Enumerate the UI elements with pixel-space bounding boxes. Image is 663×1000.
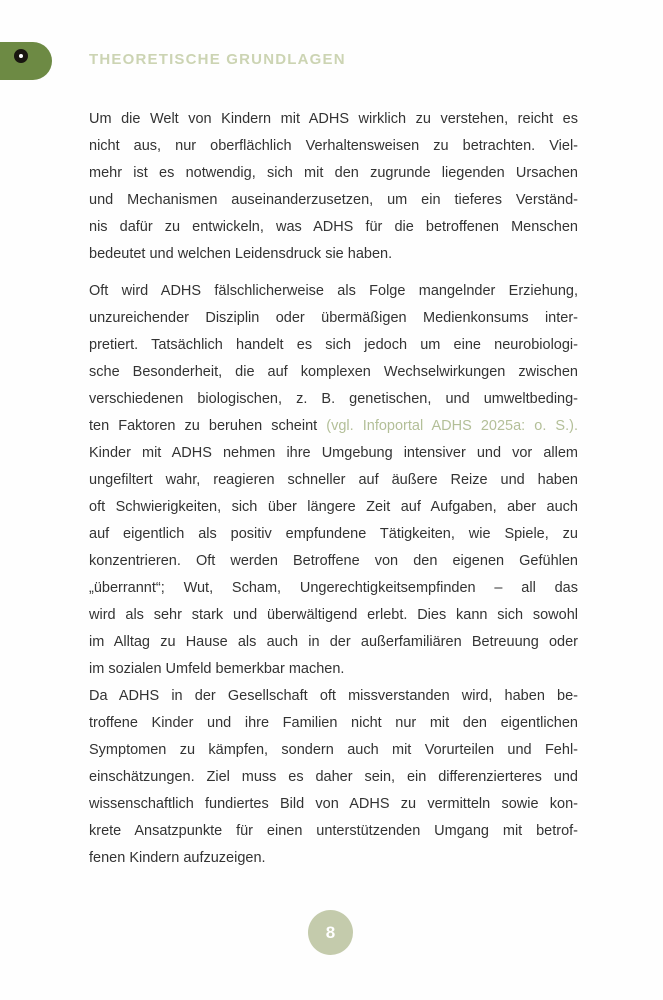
text-line: nis dafür zu entwickeln, was ADHS für die betroffenen Menschen: [89, 219, 578, 235]
paragraph: [89, 278, 578, 683]
text-line: Oft wird ADHS fälschlicherweise als Folge mangelnder Erziehung,: [89, 283, 578, 299]
citation-text: (vgl. Infoportal ADHS 2025a: o. S.).: [326, 418, 578, 434]
text-line: verschiedenen biologischen, z. B. genetischen, und umweltbeding-: [89, 391, 578, 407]
text-line: wissenschaftlich fundiertes Bild von ADHS zu vermitteln sowie kon-: [89, 796, 578, 812]
text-line: Um die Welt von Kindern mit ADHS wirklich zu verstehen, reicht es: [89, 111, 578, 127]
text-line: und Mechanismen auseinanderzusetzen, um ein tieferes Verständ-: [89, 192, 578, 208]
text-line: sche Besonderheit, die auf komplexen Wechselwirkungen zwischen: [89, 364, 578, 380]
text-line: Kinder mit ADHS nehmen ihre Umgebung intensiver und vor allem: [89, 445, 578, 461]
text-line: ungefiltert wahr, reagieren schneller auf äußere Reize und haben: [89, 472, 578, 488]
text-line: Da ADHS in der Gesellschaft oft missverstanden wird, haben be-: [89, 688, 578, 704]
page-number-badge: 8: [308, 910, 353, 955]
text-segment: ten Faktoren zu beruhen scheint: [89, 418, 327, 434]
text-line: auf eigentlich als positiv empfundene Tätigkeiten, wie Spiele, zu: [89, 526, 578, 542]
paragraph: [89, 683, 578, 872]
text-line: fenen Kindern aufzuzeigen.: [89, 850, 266, 866]
text-line: im sozialen Umfeld bemerkbar machen.: [89, 661, 345, 677]
text-line: krete Ansatzpunkte für einen unterstützenden Umgang mit betrof-: [89, 823, 578, 839]
running-head-title: THEORETISCHE GRUNDLAGEN: [89, 51, 346, 68]
text-line: pretiert. Tatsächlich handelt es sich jedoch um eine neurobiologi-: [89, 337, 578, 353]
text-line: einschätzungen. Ziel muss es daher sein, ein differenzierteres und: [89, 769, 578, 785]
text-line: nicht aus, nur oberflächlich Verhaltensweisen zu betrachten. Viel-: [89, 138, 578, 154]
paragraph: [89, 106, 578, 268]
chapter-marker-pill: [0, 42, 52, 80]
text-line: „überrannt“; Wut, Scham, Ungerechtigkeitsempfinden – all das: [89, 580, 578, 596]
text-line: mehr ist es notwendig, sich mit den zugrunde liegenden Ursachen: [89, 165, 578, 181]
ring-dot-icon: [14, 49, 28, 63]
body-text: [89, 106, 578, 872]
text-line: troffene Kinder und ihre Familien nicht nur mit den eigentlichen: [89, 715, 578, 731]
text-line: bedeutet und welchen Leidensdruck sie haben.: [89, 246, 393, 262]
text-line: unzureichender Disziplin oder übermäßigen Medienkonsums inter-: [89, 310, 578, 326]
text-line: im Alltag zu Hause als auch in der außerfamiliären Betreuung oder: [89, 634, 578, 650]
text-line: Symptomen zu kämpfen, sondern auch mit Vorurteilen und Fehl-: [89, 742, 578, 758]
text-line: [89, 413, 578, 440]
text-line: oft Schwierigkeiten, sich über längere Zeit auf Aufgaben, aber auch: [89, 499, 578, 515]
text-line: wird als sehr stark und überwältigend erlebt. Dies kann sich sowohl: [89, 607, 578, 623]
text-line: konzentrieren. Oft werden Betroffene von den eigenen Gefühlen: [89, 553, 578, 569]
